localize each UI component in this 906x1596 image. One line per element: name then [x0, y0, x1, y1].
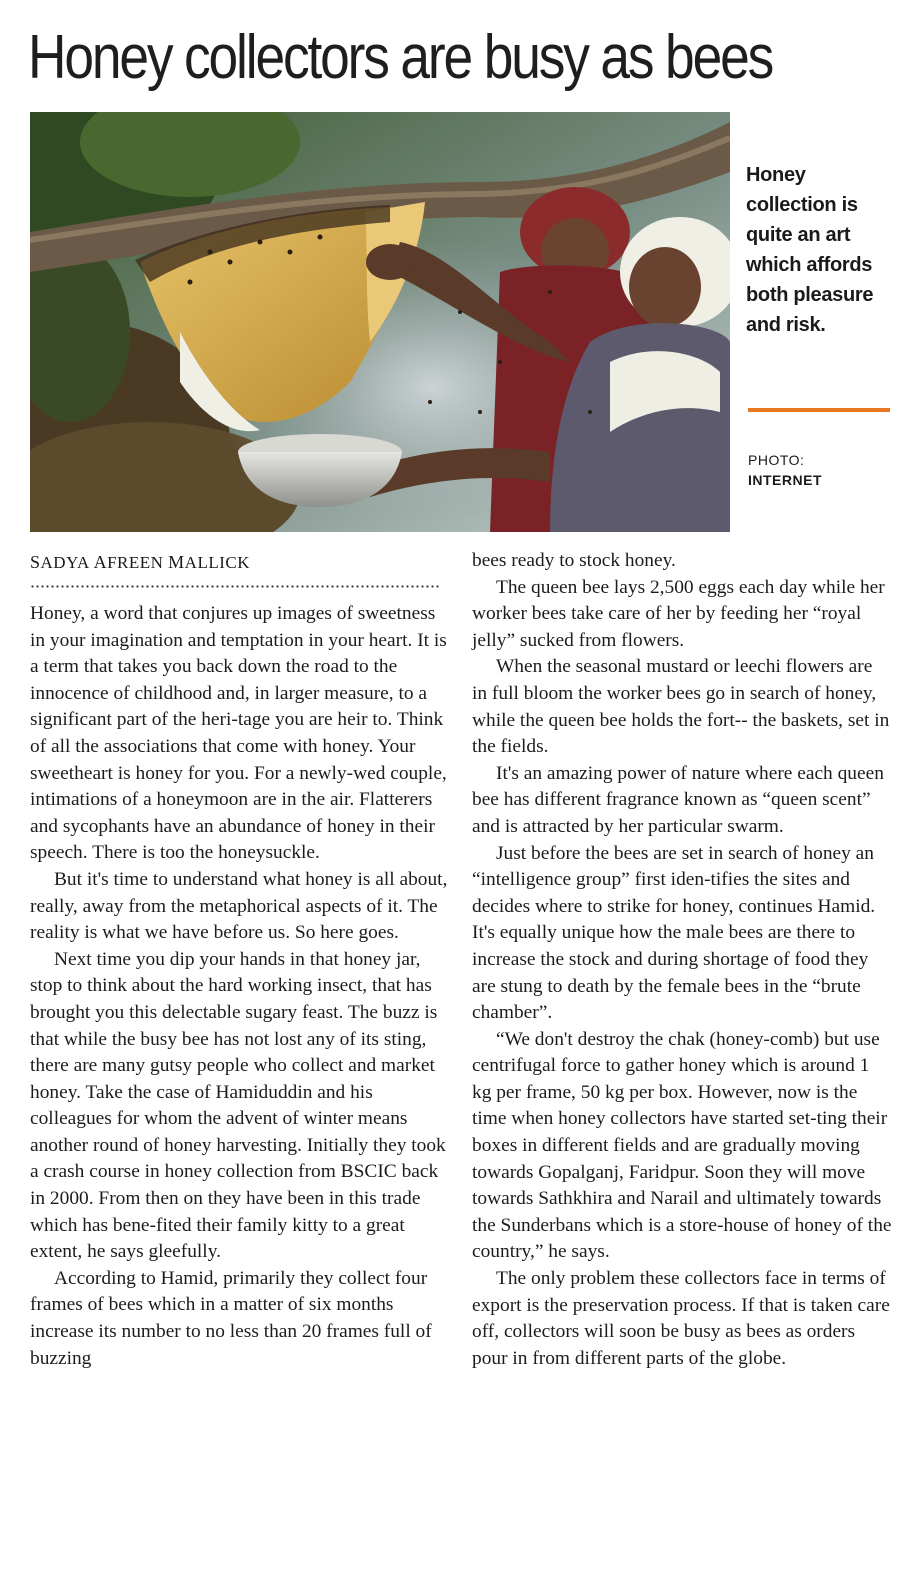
article-column-2	[472, 548, 892, 1372]
photo-credit	[748, 450, 822, 490]
paragraph: bees ready to stock honey.	[472, 550, 676, 571]
paragraph: When the seasonal mustard or leechi flowers are in full bloom the worker bees go in search of honey, while the queen bee holds the fort-- the baskets, set in the fields.	[472, 656, 890, 758]
photo-caption: Honey collection is quite an art which affords both pleasure and risk.	[746, 164, 874, 336]
article-column-1	[30, 601, 450, 1372]
paragraph: Honey, a word that conjures up images of sweetness in your imagination and temptation in your heart. It is a term that takes you back down the road to the innocence of childhood and, in larger measure, to a significant part of the heri-tage you are heir to. Think of all the associations that come with honey. Your sweetheart is honey for you. For a newly-wed couple, intimations of a honeymoon are in the air. Flatterers and sycophants have an abundance of honey in their speech. There is too the honeysuckle.	[30, 603, 447, 864]
paragraph: Next time you dip your hands in that honey jar, stop to think about the hard working insect, that has brought you this delectable sugary feast. The buzz is that while the busy bee has not lost any of its sting, there are many gutsy people who collect and market honey. Take the case of Hamiduddin and his colleagues for whom the advent of winter means another round of honey harvesting. Initially they took a crash course in honey collection from BSCIC back in 2000. From then on they have been in this trade which has bene-fited their family kitty to a great extent, he says gleefully.	[30, 948, 446, 1263]
paragraph: The only problem these collectors face in terms of export is the preservation process. If that is taken care off, collectors will soon be busy as bees as orders pour in from different parts of the globe.	[472, 1268, 890, 1369]
caption-divider	[748, 408, 890, 412]
paragraph: “We don't destroy the chak (honey-comb) but use centrifugal force to gather honey which is around 1 kg per frame, 50 kg per box. However, now is the time when honey collectors have started set-ting their boxes in different fields and are gradually moving towards Gopalganj, Faridpur. Soon they will move towards Sathkhira and Narail and ultimately towards the Sunderbans which is a store-house of honey of the country,” he says.	[472, 1028, 892, 1263]
byline: SADYA AFREEN MALLICK	[30, 552, 250, 572]
paragraph: Just before the bees are set in search of honey an “intelligence group” first iden-tifies the sites and decides where to strike for honey, continues Hamid. It's equally unique how the male bees are there to increase the stock and during shortage of food they are stung to death by the female bees in the “brute chamber”.	[472, 842, 876, 1024]
paragraph: It's an amazing power of nature where each queen bee has different fragrance known as “queen scent” and is attracted by her particular swarm.	[472, 762, 884, 837]
headline: Honey collectors are busy as bees	[28, 23, 773, 92]
honeycomb-harvest-photo	[30, 112, 730, 532]
paragraph: But it's time to understand what honey is all about, really, away from the metaphorical aspects of it. The reality is what we have before us. So here goes.	[30, 868, 448, 944]
paragraph: The queen bee lays 2,500 eggs each day while her worker bees take care of her by feeding her “royal jelly” sucked from flowers.	[472, 576, 885, 651]
dotted-divider	[30, 585, 440, 588]
paragraph: According to Hamid, primarily they collect four frames of bees which in a matter of six months increase its number to no less than 20 frames full of buzzing	[30, 1267, 432, 1369]
photo-credit-label: PHOTO:	[748, 452, 805, 468]
photo-credit-source: INTERNET	[748, 472, 822, 488]
